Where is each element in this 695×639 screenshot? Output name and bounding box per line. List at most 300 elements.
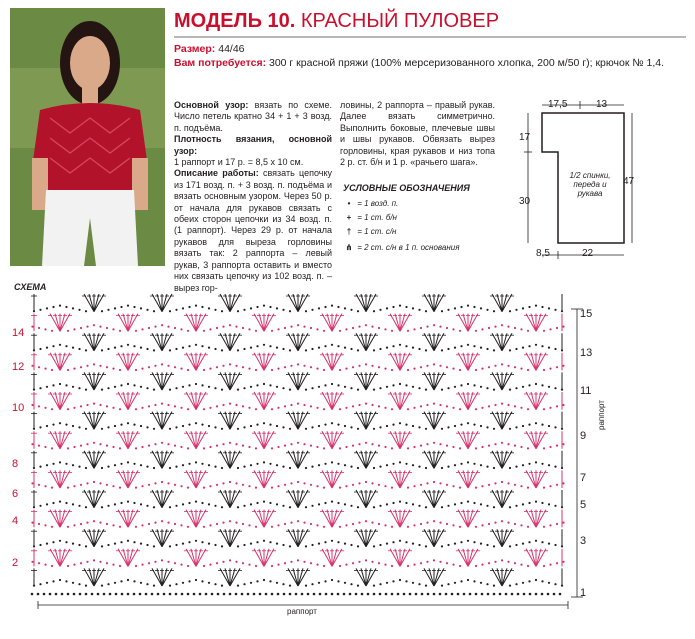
chain-dot bbox=[209, 485, 211, 487]
chain-dot bbox=[120, 384, 122, 386]
chain-dot bbox=[31, 443, 33, 445]
chain-dot bbox=[31, 326, 33, 328]
chain-dot bbox=[481, 328, 483, 330]
chain-dot bbox=[339, 447, 341, 449]
stitch-stroke bbox=[230, 333, 240, 351]
size-label: Размер: bbox=[174, 43, 216, 55]
chain-dot bbox=[337, 345, 339, 347]
stitch-stroke bbox=[196, 353, 201, 371]
chain-dot bbox=[222, 482, 224, 484]
chain-dot bbox=[399, 422, 401, 424]
chain-dot bbox=[407, 330, 409, 332]
stitch-stroke bbox=[94, 294, 104, 312]
stitch-stroke bbox=[162, 333, 167, 351]
stitch-stroke bbox=[531, 314, 536, 332]
chain-dot bbox=[426, 326, 428, 328]
chain-dot bbox=[494, 561, 496, 563]
chain-dot bbox=[222, 561, 224, 563]
chain-dot bbox=[269, 424, 271, 426]
chain-dot bbox=[175, 426, 177, 428]
stitch-stroke bbox=[332, 314, 337, 332]
stitch-stroke bbox=[84, 529, 94, 547]
chain-dot bbox=[146, 426, 148, 428]
chain-dot bbox=[93, 481, 95, 483]
stitch-stroke bbox=[536, 510, 541, 528]
stitch-stroke bbox=[152, 412, 162, 430]
chain-dot bbox=[454, 543, 456, 545]
dim-47: 47 bbox=[623, 176, 635, 187]
chain-dot bbox=[263, 383, 265, 385]
chain-dot bbox=[386, 425, 388, 427]
chain-dot bbox=[305, 506, 307, 508]
chain-dot bbox=[208, 386, 210, 388]
chain-dot bbox=[379, 348, 381, 350]
stitch-stroke bbox=[191, 549, 196, 567]
stitch-stroke bbox=[254, 392, 264, 410]
chain-dot bbox=[514, 484, 516, 486]
chain-dot bbox=[154, 326, 156, 328]
chain-dot bbox=[44, 407, 46, 409]
chain-dot bbox=[318, 543, 320, 545]
chain-dot bbox=[373, 593, 376, 596]
chain-dot bbox=[51, 330, 53, 332]
chain-dot bbox=[140, 425, 142, 427]
chain-dot bbox=[446, 366, 448, 368]
chain-dot bbox=[65, 541, 67, 543]
chain-dot bbox=[269, 384, 271, 386]
chain-dot bbox=[119, 565, 121, 567]
stitch-stroke bbox=[60, 314, 65, 332]
chain-dot bbox=[201, 580, 203, 582]
chain-dot bbox=[345, 407, 347, 409]
chain-dot bbox=[216, 366, 218, 368]
stitch-stroke bbox=[298, 372, 308, 390]
chain-dot bbox=[101, 349, 103, 351]
chain-dot bbox=[135, 369, 137, 371]
stitch-stroke bbox=[327, 353, 332, 371]
chain-dot bbox=[305, 585, 307, 587]
chain-dot bbox=[473, 502, 475, 504]
chain-dot bbox=[153, 585, 155, 587]
chain-dot bbox=[413, 485, 415, 487]
chain-dot bbox=[209, 368, 211, 370]
chain-dot bbox=[460, 580, 462, 582]
stitch-stroke bbox=[327, 431, 332, 449]
stitch-stroke bbox=[361, 568, 366, 586]
chain-dot bbox=[135, 487, 137, 489]
stitch-stroke bbox=[502, 529, 507, 547]
chain-dot bbox=[371, 365, 373, 367]
chain-dot bbox=[79, 593, 82, 596]
chain-dot bbox=[284, 405, 286, 407]
stitch-stroke bbox=[128, 353, 138, 371]
chain-dot bbox=[509, 310, 511, 312]
chain-dot bbox=[112, 485, 114, 487]
chain-dot bbox=[405, 384, 407, 386]
stitch-stroke bbox=[50, 353, 60, 371]
chain-dot bbox=[169, 389, 171, 391]
chain-dot bbox=[235, 593, 238, 596]
chain-dot bbox=[106, 562, 108, 564]
stitch-stroke bbox=[191, 470, 196, 488]
chain-dot bbox=[242, 327, 244, 329]
chain-dot bbox=[486, 426, 488, 428]
stitch-stroke bbox=[162, 490, 172, 508]
chain-dot bbox=[454, 386, 456, 388]
chain-dot bbox=[133, 593, 136, 596]
chain-dot bbox=[277, 407, 279, 409]
stitch-stroke bbox=[395, 314, 400, 332]
chain-dot bbox=[188, 463, 190, 465]
chain-dot bbox=[549, 485, 551, 487]
stitch-stroke bbox=[230, 294, 235, 312]
chain-dot bbox=[51, 565, 53, 567]
chain-dot bbox=[447, 309, 449, 311]
chain-dot bbox=[46, 386, 48, 388]
stitch-stroke bbox=[400, 392, 410, 410]
chain-dot bbox=[38, 562, 40, 564]
chain-dot bbox=[263, 461, 265, 463]
chain-dot bbox=[289, 593, 292, 596]
stitch-stroke bbox=[288, 333, 298, 351]
chain-dot bbox=[522, 386, 524, 388]
chain-dot bbox=[379, 466, 381, 468]
chain-dot bbox=[418, 348, 420, 350]
chain-dot bbox=[221, 467, 223, 469]
chain-dot bbox=[352, 484, 354, 486]
chain-dot bbox=[562, 482, 564, 484]
stitch-stroke bbox=[497, 568, 502, 586]
chain-dot bbox=[85, 593, 88, 596]
chain-dot bbox=[141, 524, 143, 526]
stitch-stroke bbox=[60, 470, 70, 488]
chain-dot bbox=[112, 564, 114, 566]
chain-dot bbox=[505, 593, 508, 596]
chain-dot bbox=[256, 384, 258, 386]
chain-dot bbox=[259, 593, 262, 596]
chain-dot bbox=[59, 422, 61, 424]
chain-dot bbox=[441, 585, 443, 587]
chain-dot bbox=[195, 383, 197, 385]
chain-dot bbox=[216, 562, 218, 564]
chain-dot bbox=[527, 369, 529, 371]
chain-dot bbox=[114, 307, 116, 309]
chain-dot bbox=[39, 426, 41, 428]
chain-dot bbox=[38, 445, 40, 447]
model-illustration bbox=[10, 8, 165, 266]
chain-dot bbox=[120, 580, 122, 582]
stitch-stroke bbox=[50, 470, 60, 488]
chain-dot bbox=[127, 579, 129, 581]
stitch-stroke bbox=[322, 353, 332, 371]
chain-dot bbox=[148, 366, 150, 368]
stitch-stroke bbox=[395, 510, 400, 528]
chain-dot bbox=[85, 585, 87, 587]
stitch-stroke bbox=[259, 470, 264, 488]
chain-dot bbox=[357, 310, 359, 312]
chain-dot bbox=[425, 428, 427, 430]
stitch-stroke bbox=[94, 568, 104, 586]
chain-dot bbox=[119, 369, 121, 371]
stitch-stroke bbox=[356, 372, 366, 390]
chain-dot bbox=[167, 404, 169, 406]
dim-17: 17 bbox=[519, 132, 531, 143]
chain-dot bbox=[290, 522, 292, 524]
stitch-stroke bbox=[60, 549, 70, 567]
chain-dot bbox=[115, 593, 118, 596]
chain-dot bbox=[373, 506, 375, 508]
chain-dot bbox=[509, 506, 511, 508]
chain-dot bbox=[180, 564, 182, 566]
stitch-stroke bbox=[468, 353, 473, 371]
stitch-stroke bbox=[94, 451, 99, 469]
chain-dot bbox=[439, 326, 441, 328]
chain-dot bbox=[522, 347, 524, 349]
stitch-stroke bbox=[492, 333, 502, 351]
chain-dot bbox=[391, 526, 393, 528]
chain-dot bbox=[441, 349, 443, 351]
chain-dot bbox=[467, 579, 469, 581]
chain-dot bbox=[52, 424, 54, 426]
chain-dot bbox=[541, 541, 543, 543]
stitch-stroke bbox=[395, 549, 400, 567]
chain-dot bbox=[140, 307, 142, 309]
chain-dot bbox=[405, 463, 407, 465]
chain-dot bbox=[203, 565, 205, 567]
stitch-stroke bbox=[298, 451, 303, 469]
stitch-stroke bbox=[50, 392, 60, 410]
stitch-stroke bbox=[220, 372, 230, 390]
chain-dot bbox=[167, 522, 169, 524]
chain-dot bbox=[535, 501, 537, 503]
chain-dot bbox=[78, 466, 80, 468]
chain-dot bbox=[528, 306, 530, 308]
chain-dot bbox=[271, 565, 273, 567]
chain-dot bbox=[106, 523, 108, 525]
chain-dot bbox=[237, 428, 239, 430]
row-3-label: 3 bbox=[580, 535, 587, 547]
stitch-stroke bbox=[196, 431, 201, 449]
schema-label: СХЕМА bbox=[14, 282, 47, 292]
chain-dot bbox=[290, 404, 292, 406]
chain-dot bbox=[405, 306, 407, 308]
stitch-stroke bbox=[123, 314, 128, 332]
chain-dot bbox=[44, 328, 46, 330]
chain-dot bbox=[203, 330, 205, 332]
chain-dot bbox=[276, 543, 278, 545]
chain-dot bbox=[447, 583, 449, 585]
chain-dot bbox=[365, 559, 367, 561]
chain-dot bbox=[107, 544, 109, 546]
stitch-stroke bbox=[288, 568, 298, 586]
chain-dot bbox=[467, 305, 469, 307]
chain-dot bbox=[180, 407, 182, 409]
stitch-stroke bbox=[463, 549, 468, 567]
stitch-stroke bbox=[186, 353, 196, 371]
chain-dot bbox=[256, 463, 258, 465]
chain-dot bbox=[44, 368, 46, 370]
chain-dot bbox=[554, 544, 556, 546]
stitch-stroke bbox=[429, 294, 434, 312]
chain-dot bbox=[391, 487, 393, 489]
stitch-stroke bbox=[502, 372, 507, 390]
stitch-stroke bbox=[332, 353, 337, 371]
stitch-stroke bbox=[220, 529, 230, 547]
chain-dot bbox=[250, 543, 252, 545]
chain-dot bbox=[180, 328, 182, 330]
chain-dot bbox=[255, 487, 257, 489]
chain-dot bbox=[318, 307, 320, 309]
stitch-stroke bbox=[332, 549, 337, 567]
chain-dot bbox=[454, 503, 456, 505]
stitch-stroke bbox=[293, 529, 298, 547]
stitch-stroke bbox=[536, 431, 546, 449]
chain-dot bbox=[562, 326, 564, 328]
chain-dot bbox=[237, 585, 239, 587]
stitch-stroke bbox=[157, 412, 162, 430]
chain-dot bbox=[154, 404, 156, 406]
chain-dot bbox=[269, 463, 271, 465]
chain-dot bbox=[256, 502, 258, 504]
stitch-stroke bbox=[186, 549, 196, 567]
chain-dot bbox=[161, 442, 163, 444]
chain-dot bbox=[114, 425, 116, 427]
chain-dot bbox=[457, 593, 460, 596]
stitch-stroke bbox=[60, 431, 70, 449]
chain-dot bbox=[481, 407, 483, 409]
chain-dot bbox=[263, 540, 265, 542]
chain-dot bbox=[459, 330, 461, 332]
chain-dot bbox=[73, 407, 75, 409]
chain-dot bbox=[121, 593, 124, 596]
stitch-stroke bbox=[502, 333, 507, 351]
chain-dot bbox=[454, 582, 456, 584]
chain-dot bbox=[554, 505, 556, 507]
chain-dot bbox=[174, 366, 176, 368]
stitch-stroke bbox=[327, 314, 332, 332]
stitch-stroke bbox=[230, 568, 235, 586]
chain-dot bbox=[460, 502, 462, 504]
stitch-stroke bbox=[60, 392, 65, 410]
stitch-stroke bbox=[196, 314, 206, 332]
chain-dot bbox=[175, 309, 177, 311]
stitch-stroke bbox=[390, 510, 400, 528]
chain-dot bbox=[425, 545, 427, 547]
chain-dot bbox=[46, 464, 48, 466]
chain-dot bbox=[528, 541, 530, 543]
chain-dot bbox=[373, 428, 375, 430]
chain-dot bbox=[316, 485, 318, 487]
chain-dot bbox=[543, 526, 545, 528]
chain-dot bbox=[101, 428, 103, 430]
chain-dot bbox=[146, 348, 148, 350]
stitch-stroke bbox=[502, 490, 512, 508]
row-11-label: 11 bbox=[580, 385, 592, 397]
stitch-stroke bbox=[55, 353, 60, 371]
chain-dot bbox=[114, 543, 116, 545]
chain-dot bbox=[507, 443, 509, 445]
chain-dot bbox=[37, 593, 40, 596]
chain-dot bbox=[541, 384, 543, 386]
stitch-stroke bbox=[536, 431, 541, 449]
stitch-stroke bbox=[220, 490, 230, 508]
chain-dot bbox=[80, 366, 82, 368]
stitch-stroke bbox=[332, 510, 337, 528]
chain-dot bbox=[386, 464, 388, 466]
chain-dot bbox=[133, 384, 135, 386]
stitch-stroke bbox=[327, 549, 332, 567]
chain-dot bbox=[214, 505, 216, 507]
chain-dot bbox=[255, 565, 257, 567]
chain-dot bbox=[277, 485, 279, 487]
chain-dot bbox=[276, 464, 278, 466]
stitch-stroke bbox=[55, 431, 60, 449]
chain-dot bbox=[407, 565, 409, 567]
stitch-stroke bbox=[497, 412, 502, 430]
chain-dot bbox=[392, 463, 394, 465]
stitch-stroke bbox=[390, 470, 400, 488]
stitch-stroke bbox=[118, 392, 128, 410]
chain-dot bbox=[80, 562, 82, 564]
stitch-stroke bbox=[230, 333, 235, 351]
chain-dot bbox=[182, 425, 184, 427]
chain-dot bbox=[169, 310, 171, 312]
stitch-stroke bbox=[434, 372, 444, 390]
chain-dot bbox=[188, 345, 190, 347]
chain-dot bbox=[140, 386, 142, 388]
stitch-stroke bbox=[366, 529, 376, 547]
chain-dot bbox=[459, 487, 461, 489]
chain-dot bbox=[106, 366, 108, 368]
chain-dot bbox=[488, 523, 490, 525]
row-4-label: 4 bbox=[12, 515, 19, 527]
stitch-stroke bbox=[502, 568, 512, 586]
chain-dot bbox=[86, 522, 88, 524]
row-8-label: 8 bbox=[12, 458, 19, 470]
chain-dot bbox=[208, 347, 210, 349]
chain-dot bbox=[439, 482, 441, 484]
stitch-stroke bbox=[264, 392, 274, 410]
chain-dot bbox=[425, 467, 427, 469]
chain-dot bbox=[548, 307, 550, 309]
chain-dot bbox=[148, 327, 150, 329]
chain-dot bbox=[195, 501, 197, 503]
chain-dot bbox=[248, 407, 250, 409]
chain-dot bbox=[554, 387, 556, 389]
chain-dot bbox=[277, 446, 279, 448]
chain-dot bbox=[420, 366, 422, 368]
chain-dot bbox=[528, 463, 530, 465]
chain-dot bbox=[553, 593, 556, 596]
chain-dot bbox=[405, 541, 407, 543]
chain-dot bbox=[141, 446, 143, 448]
chain-dot bbox=[447, 348, 449, 350]
chain-dot bbox=[520, 368, 522, 370]
main-pattern-text: вязать по схеме. Число петель кратно 34 + 1 + 3 возд. п. подъёма. bbox=[174, 100, 332, 133]
dim-30: 30 bbox=[519, 196, 531, 207]
stitch-stroke bbox=[492, 294, 502, 312]
chain-dot bbox=[242, 562, 244, 564]
stitch-stroke bbox=[293, 451, 298, 469]
chain-dot bbox=[310, 523, 312, 525]
chain-dot bbox=[447, 387, 449, 389]
stitch-stroke bbox=[259, 510, 264, 528]
chain-dot bbox=[73, 524, 75, 526]
chain-dot bbox=[488, 562, 490, 564]
chain-dot bbox=[418, 466, 420, 468]
stitch-stroke bbox=[60, 470, 65, 488]
chain-dot bbox=[39, 387, 41, 389]
